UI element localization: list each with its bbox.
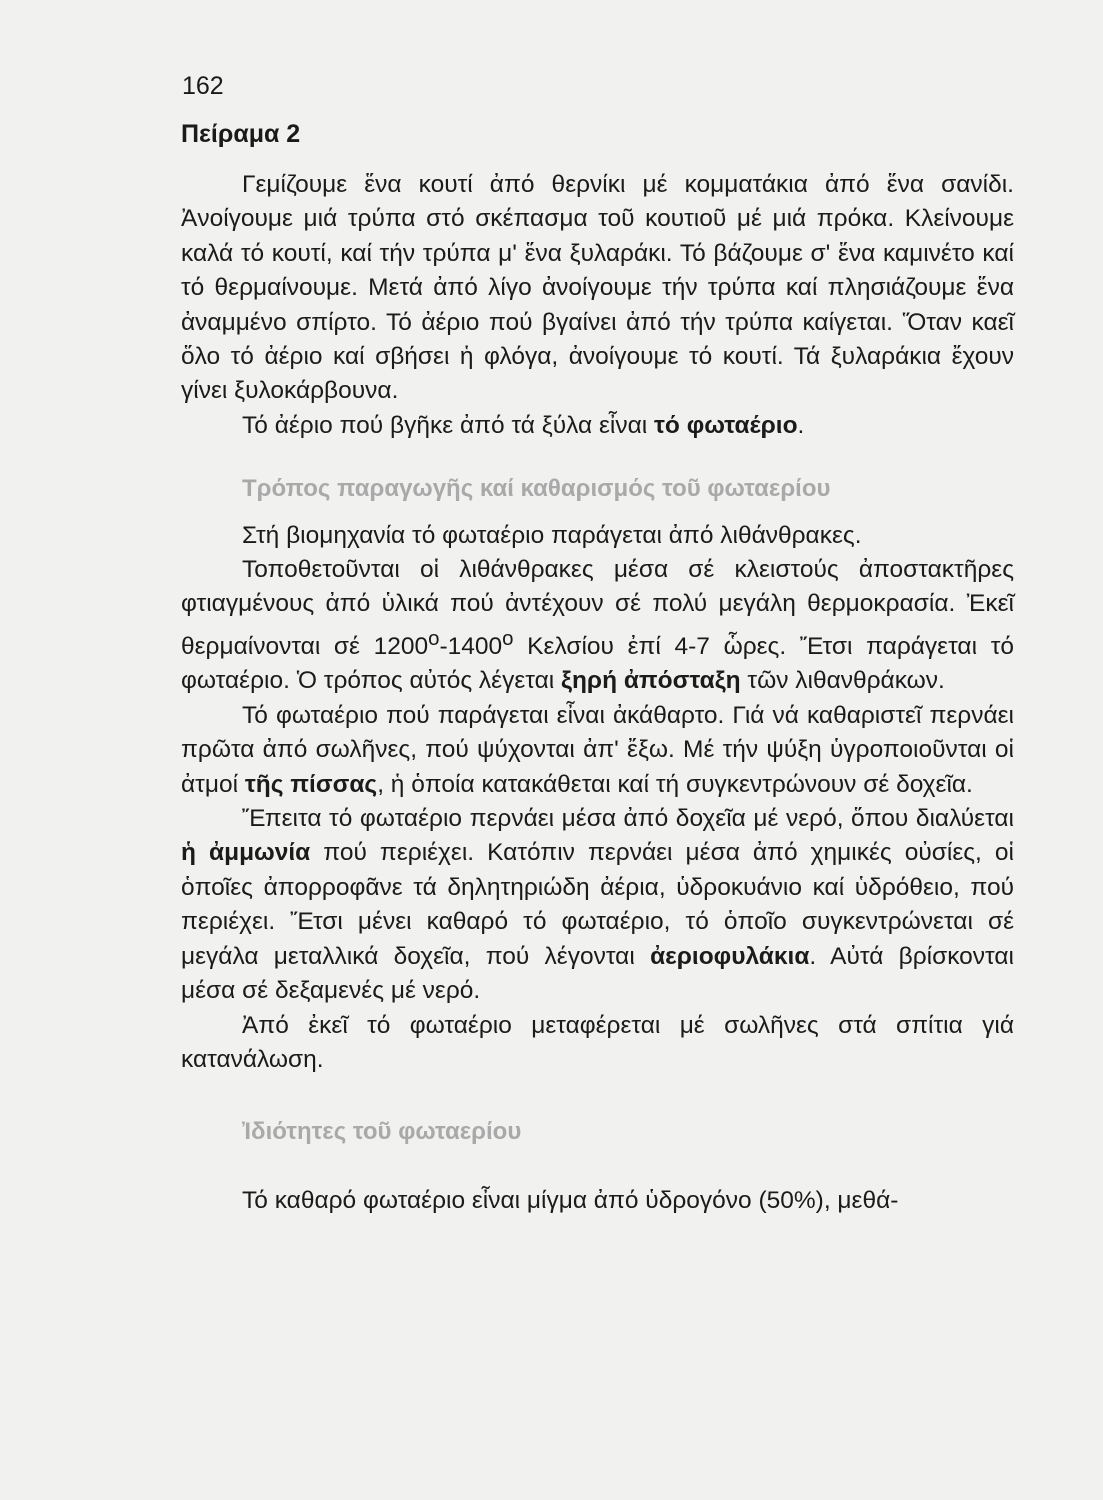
production-paragraph-5: Ἀπό ἐκεῖ τό φωταέριο μεταφέρεται μέ σωλῆνες στά σπίτια γιά κατανάλωση. [181,1011,1014,1073]
degree-sign: ο [502,627,514,650]
section-heading-production: Τρόπος παραγωγῆς καί καθαρισμός τοῦ φωταερίου [242,475,831,503]
text-span: -1400 [439,633,503,661]
text-span: , ἡ ὁποία κατακάθεται καί τή συγκεντρώνουν σέ δοχεῖα. [377,770,973,798]
bold-term: ἡ ἀμμωνία [181,839,311,867]
bold-term: ἀεριοφυλάκια [650,942,810,970]
section-heading-properties: Ἰδιότητες τοῦ φωταερίου [242,1118,522,1146]
bold-term: τῆς πίσσας [244,770,378,798]
text-span: Κελσίου ἐπί 4-7 ὧρες. Ἔτσι παράγεται τό φωταέριο. Ὁ τρόπος αὐτός λέγεται [181,633,1014,695]
text-span: Τό φωταέριο πού παράγεται εἶναι ἀκάθαρτο. Γιά νά καθαριστεῖ περνάει πρῶτα ἀπό σωλῆνες, πού ψύχονται ἀπ' ἔξω. Μέ τήν ψύξη ὑγροποιοῦνται οἱ ἀτμοί [181,701,1014,798]
text-span: . Αὐτά βρίσκονται μέσα σέ δεξαμενές μέ νερό. [181,942,1014,1005]
bold-term: τό φωταέριο [654,411,798,439]
text-span: Τό ἀέριο πού βγῆκε ἀπό τά ξύλα εἶναι [242,411,654,439]
page-number: 162 [182,72,224,100]
text-span: πού περιέχει. Κατόπιν περνάει μέσα ἀπό χημικές οὐσίες, οἱ ὁποῖες ἀπορροφᾶνε τά δηλητηριώδη ἀέρια, ὑδροκυάνιο καί ὑδρόθειο, πού περιέχει. Ἔτσι μένει καθαρό τό φωταέριο, τό ὁποῖο συγκεντρώνεται σέ μεγάλα μεταλλικά δοχεῖα, πού λέγονται [181,839,1014,970]
text-span: Ἔπειτα τό φωταέριο περνάει μέσα ἀπό δοχεῖα μέ νερό, ὅπου διαλύεται [242,805,1014,833]
text-span: Τοποθετοῦνται οἱ λιθάνθρακες μέσα σέ κλειστούς ἀποστακτῆρες φτιαγμένους ἀπό ὑλικά πού ἀντέχουν σέ πολύ μεγάλη θερμοκρασία. Ἐκεῖ θερμαίνονται σέ 1200 [181,556,1014,661]
text-span: τῶν λιθανθράκων. [740,667,945,695]
production-paragraph-1: Στή βιομηχανία τό φωταέριο παράγεται ἀπό λιθάνθρακες. [242,521,862,549]
experiment-paragraph-2 [181,409,1014,443]
bold-term: ξηρή ἀπόσταξη [561,667,741,695]
production-paragraph-3 [181,699,1014,802]
production-paragraph-4 [181,802,1014,1008]
experiment-title: Πείραμα 2 [181,120,301,148]
properties-paragraph-1: Τό καθαρό φωταέριο εἶναι μίγμα ἀπό ὑδρογόνο (50%), μεθά- [242,1186,899,1214]
experiment-paragraph-1: Γεμίζουμε ἕνα κουτί ἀπό θερνίκι μέ κομματάκια ἀπό ἕνα σανίδι. Ἀνοίγουμε μιά τρύπα στό σκέπασμα τοῦ κουτιοῦ μέ μιά πρόκα. Κλείνουμε καλά τό κουτί, καί τήν τρύπα μ' ἕνα ξυλαράκι. Τό βάζουμε σ' ἕνα καμινέτο καί τό θερμαίνουμε. Μετά ἀπό λίγο ἀνοίγουμε τήν τρύπα καί πλησιάζουμε ἕνα ἀναμμένο σπίρτο. Τό ἀέριο πού βγαίνει ἀπό τήν τρύπα καίγεται. Ὅταν καεῖ ὅλο τό ἀέριο καί σβήσει ἡ φλόγα, ἀνοίγουμε τό κουτί. Τά ξυλαράκια ἔχουν γίνει ξυλοκάρβουνα. [181,171,1014,405]
text-span: . [797,411,805,439]
degree-sign: ο [428,627,440,650]
page-body [181,168,1014,1218]
production-paragraph-2 [181,553,1014,699]
